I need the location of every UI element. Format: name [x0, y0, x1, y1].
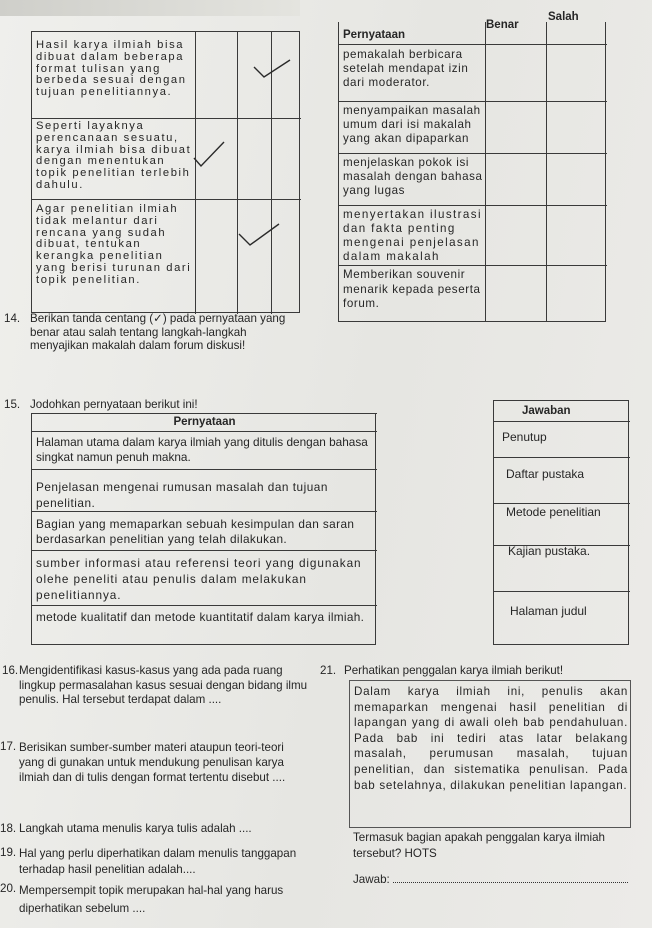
left-statement-2: Seperti layaknya perencanaan sesuatu, karya ilmiah bisa dibuat dengan menentukan topik penelitian terlebih dahulu. [36, 121, 192, 191]
question-20-text: Mempersempit topik merupakan hal-hal yang harus diperhatikan sebelum .... [19, 884, 284, 915]
question-21-text: Perhatikan penggalan karya ilmiah berikut! [344, 664, 564, 677]
answer-label: Jawab: [353, 873, 390, 886]
left-check-table [31, 31, 300, 313]
excerpt-text: Dalam karya ilmiah ini, penulis akan memaparkan mengenai hasil penelitian di lapangan yang di awali oleh bab pendahuluan. Pada bab ini tediri atas latar belakang masalah, perumusan masalah, tujuan penelitian, dan sistematika penulisan. Pada bab setelahnya, dilakukan penelitian lapangan. [354, 685, 628, 792]
matching-statement-5: metode kualitatif dan metode kuantitatif dalam karya ilmiah. [36, 610, 365, 624]
answer-option-2: Daftar pustaka [506, 467, 585, 481]
check-mark-icon [192, 140, 226, 168]
salah-header: Salah [548, 11, 579, 23]
statements-header: Pernyataan [173, 416, 236, 428]
question-14-number: 14. [4, 312, 21, 325]
answers-header: Jawaban [522, 405, 571, 417]
answer-blank[interactable] [393, 872, 628, 883]
right-statement-2: menyampaikan masalah umum dari isi makalah yang akan dipaparkan [343, 104, 481, 145]
excerpt-box [349, 680, 631, 828]
question-17-number: 17. [0, 740, 17, 753]
matching-answers-table [493, 400, 629, 645]
question-17-text: Berisikan sumber-sumber materi ataupun teori-teori yang di gunakan untuk mendukung penulisan karya ilmiah dan di tulis dengan format tertentu disebut .... [19, 741, 286, 784]
answer-line [353, 872, 652, 888]
page-top-edge [0, 0, 300, 16]
matching-statements-table [31, 413, 376, 645]
right-statement-5: Memberikan souvenir menarik kepada peserta forum. [343, 268, 481, 310]
matching-statement-3: Bagian yang memaparkan sebuah kesimpulan dan saran berdasarkan penelitian yang telah dilakukan. [36, 517, 355, 546]
question-19-number: 19. [0, 846, 17, 859]
question-20-number: 20. [0, 882, 17, 895]
left-statement-1: Hasil karya ilmiah bisa dibuat dalam beberapa format tulisan yang berbeda sesuai dengan tujuan penelitiannya. [36, 40, 187, 99]
question-18-number: 18. [0, 822, 17, 835]
check-mark-icon [252, 58, 292, 80]
answer-option-3: Metode penelitian [506, 505, 601, 519]
answer-option-1: Penutup [502, 430, 547, 444]
question-15-number: 15. [4, 398, 21, 411]
question-15-title: Jodohkan pernyataan berikut ini! [30, 398, 198, 411]
answer-option-4: Kajian pustaka. [508, 544, 591, 558]
question-16-number: 16. [2, 664, 19, 677]
right-check-table [338, 22, 606, 322]
answer-option-5: Halaman judul [510, 604, 587, 618]
benar-header: Benar [486, 19, 519, 31]
right-statement-1: pemakalah berbicara setelah mendapat izin dari moderator. [343, 48, 469, 89]
matching-statement-2: Penjelasan mengenai rumusan masalah dan tujuan penelitian. [36, 480, 328, 510]
right-statement-4: menyertakan ilustrasi dan fakta penting mengenai penjelasan dalam makalah [343, 208, 482, 263]
question-14-text: Berikan tanda centang (✓) pada pernyataan yang benar atau salah tentang langkah-langkah menyajikan makalah dalam forum diskusi! [30, 312, 286, 353]
matching-statement-1: Halaman utama dalam karya ilmiah yang ditulis dengan bahasa singkat namun penuh makna. [36, 435, 368, 464]
matching-statement-4: sumber informasi atau referensi teori yang digunakan olehe peneliti atau penulis dalam melakukan penelitiannya. [36, 556, 362, 602]
question-21-prompt: Termasuk bagian apakah penggalan karya ilmiah tersebut? HOTS [353, 831, 605, 860]
question-19-text: Hal yang perlu diperhatikan dalam menulis tanggapan terhadap hasil penelitian adalah.... [19, 847, 297, 876]
question-18-text: Langkah utama menulis karya tulis adalah .... [19, 822, 252, 835]
question-21-number: 21. [320, 664, 337, 677]
right-statement-3: menjelaskan pokok isi masalah dengan bahasa yang lugas [343, 156, 483, 197]
left-statement-3: Agar penelitian ilmiah tidak melantur dari rencana yang sudah dibuat, tentukan kerangka penelitian yang berisi turunan dari topik penelitian. [36, 204, 192, 286]
pernyataan-header: Pernyataan [343, 29, 406, 41]
check-mark-icon [237, 222, 281, 248]
question-16-text: Mengidentifikasi kasus-kasus yang ada pada ruang lingkup permasalahan kasus sesuai dengan bidang ilmu penulis. Hal tersebut terdapat dalam .... [19, 664, 308, 707]
